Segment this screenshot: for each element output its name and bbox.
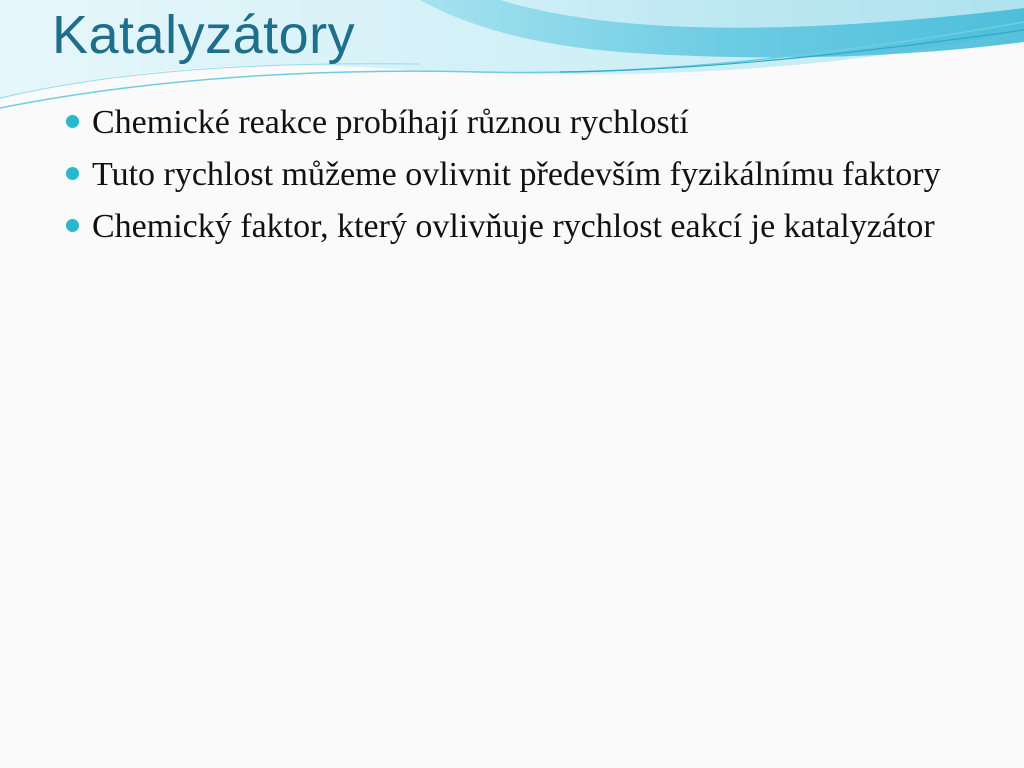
bullet-list	[0, 100, 1024, 256]
bullet-dot-icon	[66, 167, 79, 180]
bullet-text: Tuto rychlost můžeme ovlivnit především fyzikálnímu faktory	[92, 156, 941, 193]
bullet-item	[0, 100, 1024, 146]
bullet-dot-icon	[66, 115, 79, 128]
bullet-item	[0, 204, 1024, 250]
bullet-text: Chemické reakce probíhají různou rychlostí	[92, 104, 689, 141]
slide-title: Katalyzátory	[52, 5, 356, 65]
bullet-dot-icon	[66, 219, 79, 232]
bullet-text: Chemický faktor, který ovlivňuje rychlost eakcí je katalyzátor	[92, 208, 935, 245]
bullet-item	[0, 152, 1024, 198]
